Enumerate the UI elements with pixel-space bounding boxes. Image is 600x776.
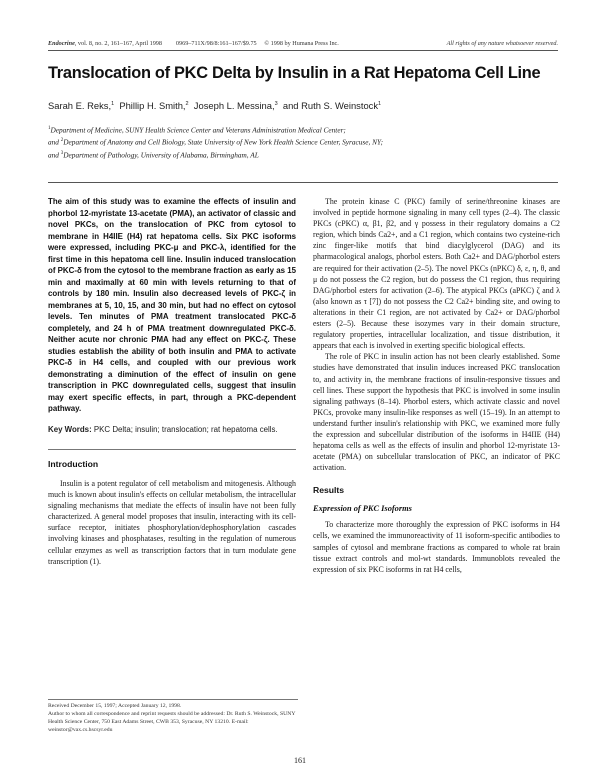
- copyright: © 1998 by Humana Press Inc.: [264, 40, 339, 47]
- affiliations: [48, 123, 568, 160]
- section-rule: [48, 449, 296, 450]
- right-column: [313, 196, 560, 575]
- journal-name: Endocrine: [48, 40, 75, 47]
- article-title: Translocation of PKC Delta by Insulin in a Rat Hepatoma Cell Line: [48, 64, 541, 82]
- title-block-rule: [48, 182, 558, 183]
- body-paragraph: The role of PKC in insulin action has not been clearly established. Some studies have demonstrated that insulin induces increased PKC translocation to, and activity in, the membrane fractions of insulin-responsive tissues and cell lines. These support the hypothesis that PKC is involved in some insulin signaling pathways (8–14). Phorbol esters, which activate classic and novel PKCs, provoke many insulin-like responses as well (15–19). In an attempt to understand further insulin's relationship with PKC, we examined more fully the expression and subcellular distribution of the isoforms in H4IIE (H4) hepatoma cells as well as the effects of insulin and phorbol 12-myristate 13-acetate (PMA) on subcellular translocation of PKC, an indicator of PKC activation.: [313, 352, 560, 473]
- header-rule: [48, 50, 558, 51]
- body-paragraph: To characterize more thoroughly the expression of PKC isoforms in H4 cells, we examined the immunoreactivity of 11 isoform-specific antibodies to samples of cytosol and membrane fractions as compared to whole rat brain tissue extract controls and mol-wt standards. Immunoblots revealed the expression of six PKC isoforms in rat H4 cells,: [313, 520, 560, 574]
- author: Phillip H. Smith,$^2$: [119, 100, 189, 111]
- rights-notice: All rights of any nature whatsoever reserved.: [446, 40, 558, 47]
- footnote: [48, 702, 298, 734]
- journal-citation: , vol. 8, no. 2, 161–167, April 1998: [74, 40, 162, 47]
- running-header: [48, 40, 558, 47]
- footnote-rule: [48, 699, 298, 700]
- author: Sarah E. Reks,$^1$: [48, 100, 115, 111]
- subsection-heading: Expression of PKC Isoforms: [313, 504, 412, 514]
- introduction-heading: Introduction: [48, 459, 99, 469]
- correspondence: Author to whom all correspondence and reprint requests should be addressed: Dr. Ruth S. Weinstock, SUNY Health Science Center, 750 East Adams Street, CWB 353, Syracuse, NY 13210. E-mail: weinstor@vax.cs.hscsyr.edu: [48, 711, 296, 733]
- author: and Ruth S. Weinstock$^1$: [282, 100, 382, 111]
- keywords-label: Key Words:: [48, 424, 92, 434]
- issn: 0969–711X/98/8:161–167/$9.75: [175, 40, 257, 47]
- page-number: 161: [294, 756, 306, 765]
- left-column: [48, 196, 296, 567]
- author: Joseph L. Messina,$^3$: [193, 100, 278, 111]
- results-heading: Results: [313, 485, 345, 496]
- affiliation: $^1$Department of Medicine, SUNY Health Science Center and Veterans Administration Medical Center;: [48, 125, 346, 135]
- received-dates: Received December 15, 1997; Accepted January 12, 1998.: [48, 703, 182, 709]
- introduction-paragraph: Insulin is a potent regulator of cell metabolism and mitogenesis. Although much is known about insulin's effects on cellular metabolism, the intracellular signaling mechanisms that mediate the effects of insulin have not been fully characterized. A general model proposes that insulin, interacting with its cell-surface receptor, initiates phosphorylation/dephosphorylation cascades involving kinases and phosphatases, resulting in the regulation of numerous cellular enzymes as well as transcription factors that in turn modulate gene transcription (1).: [48, 479, 296, 566]
- abstract: The aim of this study was to examine the effects of insulin and phorbol 12-myristate 13-acetate (PMA), an activator of classic and novel PKCs, on the translocation of PKC from cytosol to membrane in H4IIE (H4) rat hepatoma cells. Six PKC isoforms were expressed, including PKC-μ and PKC-λ, identified for the first time in this hepatoma cell line. Insulin induced translocation of PKC-δ from the cytosol to the membrane fraction as early as 15 min and maximally at 60 min with levels returning to that of controls by 180 min. Insulin also decreased levels of PKC-ζ in membranes at 5, 10, 15, and 30 min, but had no effect on cytosol levels. Ten minutes of PMA treatment translocated PKC-δ completely, and 24 h of PMA treatment downregulated PKC-δ. Neither acute nor chronic PMA had any effect on PKC-ζ. These studies establish the ability of both insulin and PMA to activate PKC-δ in H4 cells, and coupled with our previous work demonstrating a diminution of the effect of insulin on gene transcription in PKC downregulated cells, suggest that insulin may exert specific effects, in part, through a PKC-dependent pathway.: [48, 197, 296, 413]
- keywords-text: PKC Delta; insulin; translocation; rat hepatoma cells.: [93, 424, 278, 434]
- affiliation: and $^3$Department of Pathology, University of Alabama, Birmingham, AL: [48, 150, 259, 160]
- body-paragraph: The protein kinase C (PKC) family of serine/threonine kinases are involved in peptide hormone signaling in many cell types (2–4). The classic PKCs (cPKC) α, β1, β2, and γ possess in their regulatory domains a C2 region, which binds Ca2+, and a C1 region, which contains two cysteine-rich zinc finger-like motifs that bind diacylglycerol (DAG) and its pharmacological analogs, phorbol esters. Both Ca2+ and DAG/phorbol esters are required for their activation (2–5). The novel PKCs (nPKC) δ, ε, η, θ, and μ do not possess the C2 region, but do possess the C1 region, thus requiring DAG/phorbol esters for activation (2–6). The atypical PKCs (aPKC) ζ and λ (also known as τ [7]) do not possess the C2 Ca2+ binding site, and owing to alterations in their C1 region, are not activated by Ca2+ or DAG/phorbol esters (2–5). Because these isozymes vary in their domain structure, regulatory properties, intracellular localization, and tissue distribution, it appears that each is involved in exerting specific biological effects.: [313, 197, 560, 351]
- affiliation: and $^2$Department of Anatomy and Cell Biology, State University of New York Health Science Center, Syracuse, NY;: [48, 137, 384, 147]
- author-list: [48, 100, 568, 111]
- keywords: [48, 424, 296, 436]
